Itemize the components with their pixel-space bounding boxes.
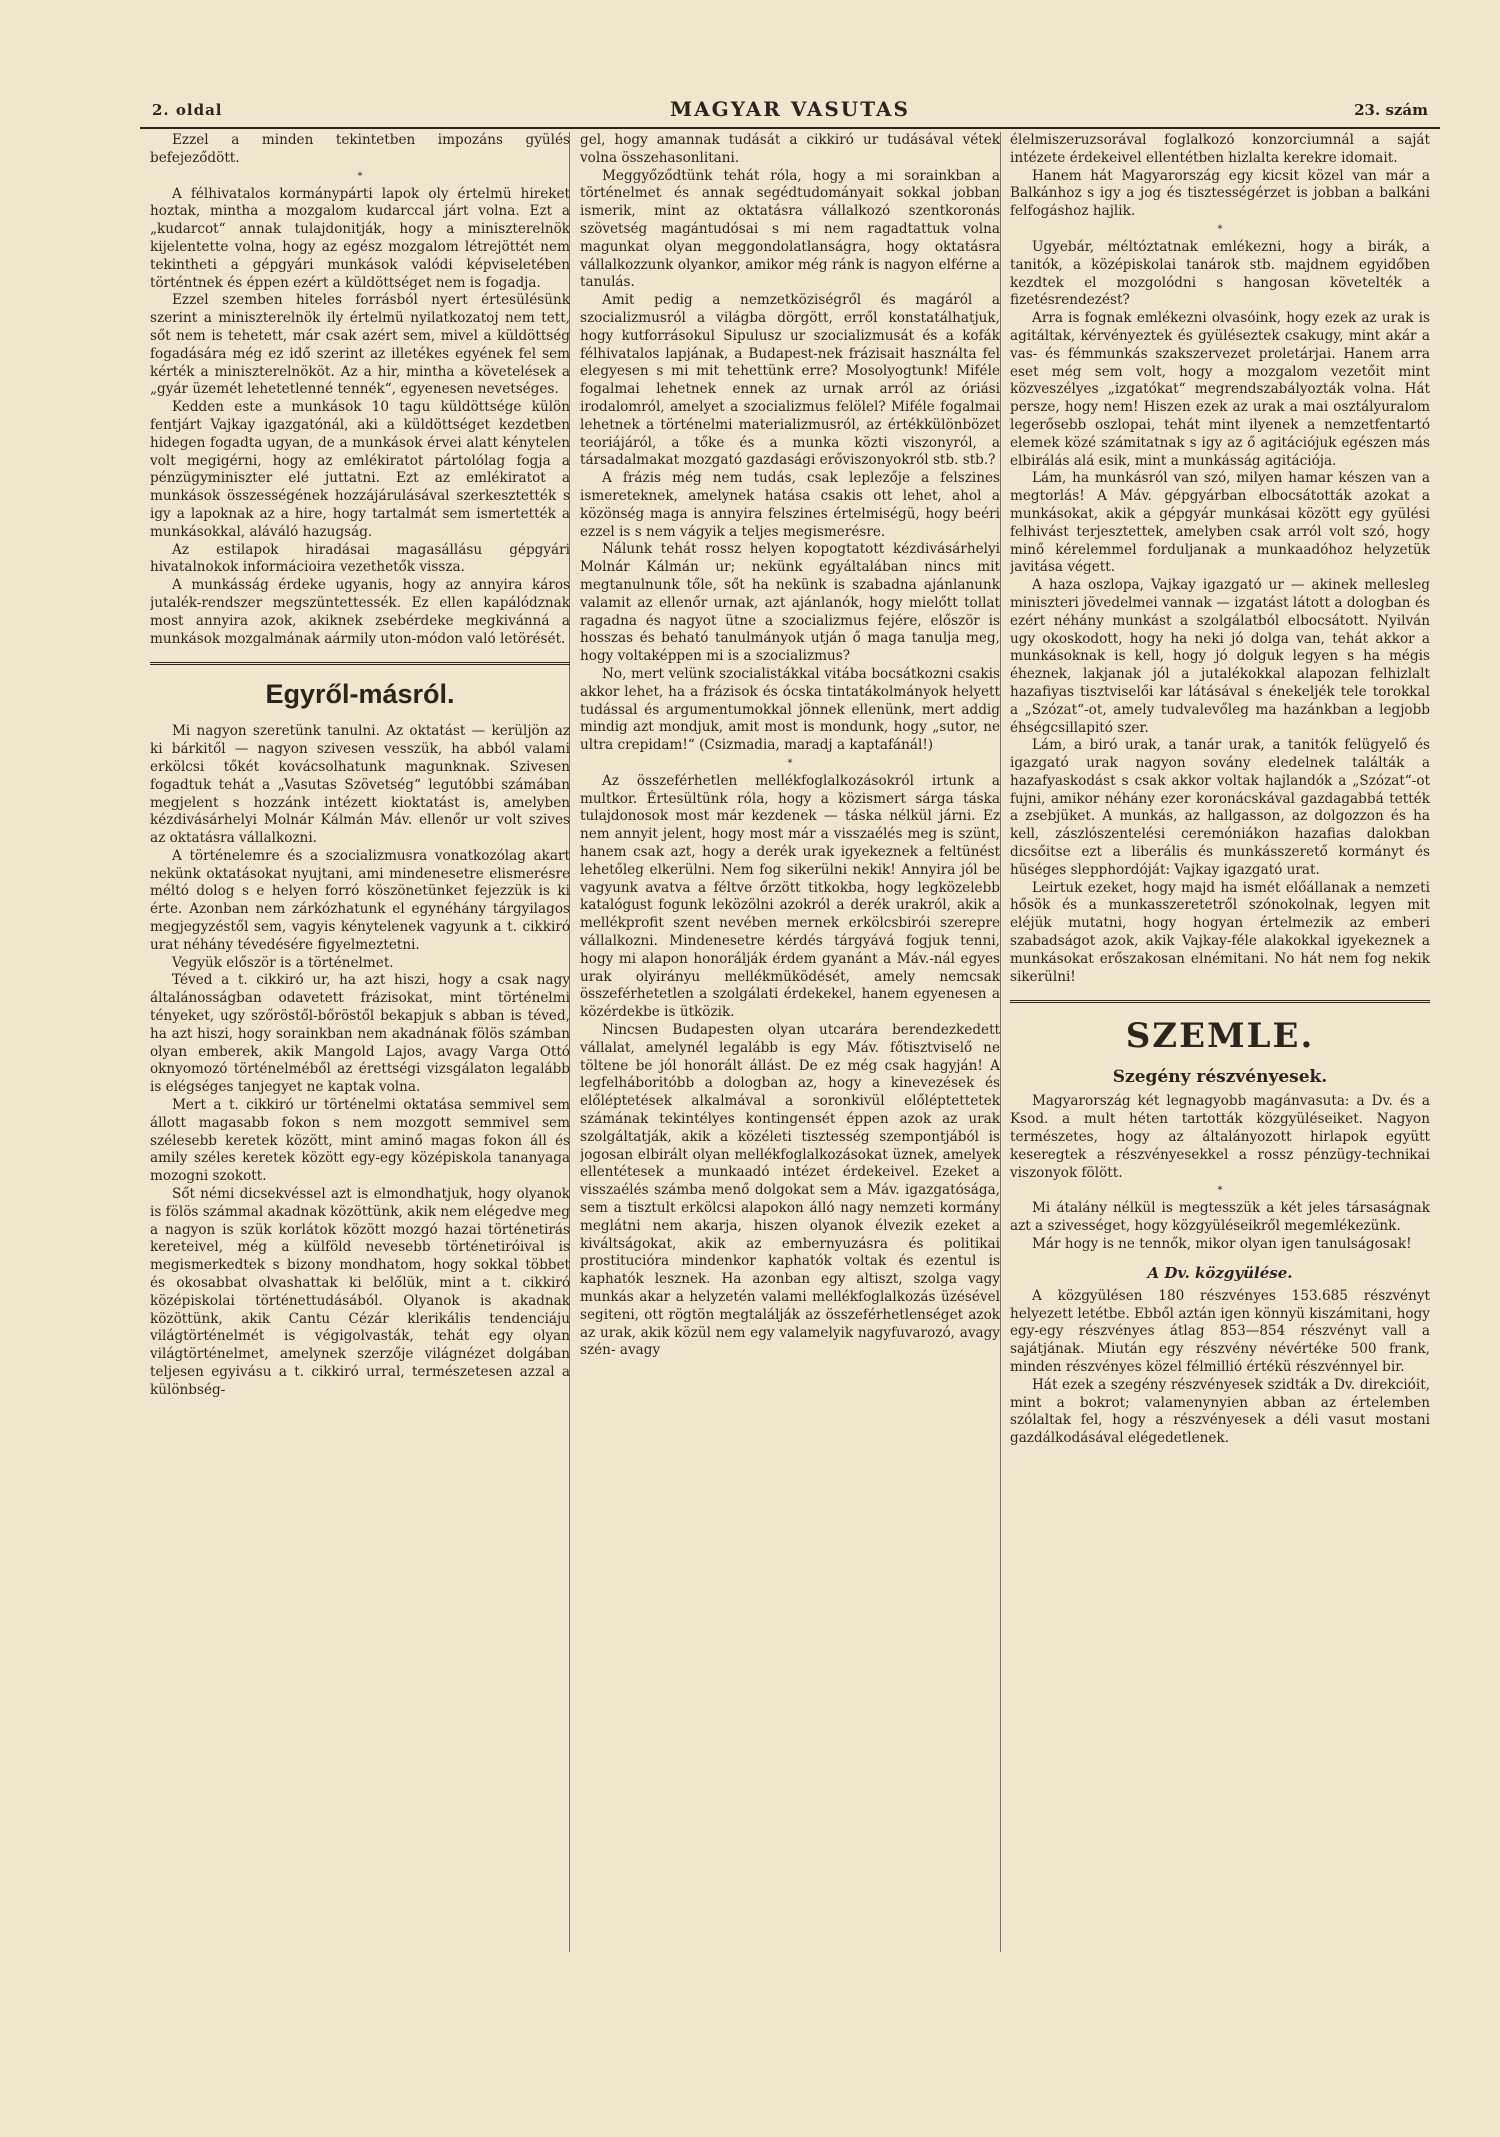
paragraph: Ugyebár, méltóztatnak emlékezni, hogy a birák, a tanitók, a középiskolai tanárok stb. majdnem egyidőben kezdtek el mozgolódni s hangosan követelték a fizetésrendezést? xyxy=(1010,238,1430,309)
paragraph: Lám, a biró urak, a tanár urak, a tanitók felügyelő és igazgató urak nagyon sovány eledelnek találták a hazafyaskodást s csak akkor voltak hajlandók a „Szózat“-ot fujni, amikor néhány ezer koronácskával gazdagabbá tették a zsebjüket. A munkás, az hallgasson, az dolgozzon és ha kell, zászlószentelési ceremóniákon hazafias dalokban dicsőitse ezt a liberális és munkásszerető kormányt és hüséges slepphordóját: Vajkay igazgató urat. xyxy=(1010,737,1430,878)
page-number: 2. oldal xyxy=(152,101,223,119)
paragraph: Leirtuk ezeket, hogy majd ha ismét előállanak a nemzeti hősök és a munkasszeretetről szónokolnak, legyen mit eléjük mutatni, hogy hogyan értelmezik az emberi szabadságot azok, akik Vajkay-féle alakokkal igyekeznek a munkásokat erőszakosan elnémitani. No hát nem fog nekik sikerülni! xyxy=(1010,879,1430,985)
paragraph: Téved a t. cikkiró ur, ha azt hiszi, hogy a csak nagy általánosságban odavetett frázisokat, mint történelmi tényeket, ugy szőröstől-bőröstől bekapjuk s abban is téved, ha azt hiszi, hogy sorainkban nem akadnának fölös számban olyan emberek, akik Mangold Lajos, avagy Varga Ottó oknyomozó történelméből az érettségi vizsgálaton legalább is elégséges tanjegyet ne kaptak volna. xyxy=(150,972,570,1096)
paragraph: Meggyőződtünk tehát róla, hogy a mi sorainkban a történelmet és annak segédtudományait sokkal jobban ismerik, mint az oktatásra vállalkozó szentkoronás szövetség magántudósai s mi nem ragadtattuk volna magunkat olyan meggondolatlanságra, hogy oktatásra vállalkozzunk olyankor, amikor még ránk is nagyon elférne a tanulás. xyxy=(580,167,1000,291)
paragraph: Magyarország két legnagyobb magánvasuta: a Dv. és a Ksod. a mult héten tartották közgyüléseiket. Nagyon természetes, hogy az általányozott hirlapok együtt keseregtek a részvényesekkel a rossz pénzügy-technikai viszonyok fölött. xyxy=(1010,1093,1430,1181)
paragraph: Az összeférhetlen mellékfoglalkozásokról irtunk a multkor. Értesültünk róla, hogy a közismert sárga táska tulajdonosok most már kezdenek — táska nélkül járni. Ez nem annyit jelent, hogy most már a visszaélés meg is szünt, hanem csak azt, hogy a derék urak igyekeznek a feltünést lehetőleg elkerülni. Nem fog sikerülni nekik! Annyira jól be vagyunk avatva a féltve őrzött titkokba, hogy legközelebb katalógust fogunk leközölni azokról a derék urakról, akik a mellékprofit szent nevében mernek erkölcsbirói szerepre vállalkozni. Mindenesetre kérdés tárgyává fogjuk tenni, hogy mi alapon honorálják érdem gyanánt a Máv.-nál egyes urak olyirányu mellékmüködését, amely nemcsak összeférhetetlen a szolgálati érdekekel, hanem egyenesen a közérdekbe is ütközik. xyxy=(580,772,1000,1021)
section-star: * xyxy=(1217,223,1223,235)
paragraph: A közgyülésen 180 részvényes 153.685 részvényt helyezett letétbe. Ebből aztán igen könnyü kiszámitani, hogy egy-egy részvényes átlag 853—854 részvényt vall a sajátjának. Miután egy részvény névértéke 500 frank, minden részvényes közel félmillió értékü részvénnyel bir. xyxy=(1010,1287,1430,1376)
paragraph: Mi átalány nélkül is megtesszük a két jeles társaságnak azt a szivességet, hogy közgyüléseikről megemlékezünk. xyxy=(1010,1200,1430,1235)
paragraph: Ezzel a minden tekintetben impozáns gyülés befejeződött. xyxy=(150,132,570,166)
paragraph: Hanem hát Magyarország egy kicsit közel van már a Balkánhoz s igy a jog és tisztességérzet is jobban a balkáni felfogáshoz hajlik. xyxy=(1010,167,1430,220)
article-title: Szegény részvényesek. xyxy=(1112,1067,1328,1088)
paragraph: A történelemre és a szocializmusra vonatkozólag akart nekünk oktatásokat nyujtani, ami mindenesetre elismerésre méltó dolog s e helyen forró köszönetünket fejezzük is ki érte. Azonban nem zárkózhatunk el egynéhány tárgyilagos megjegyzéstől sem, vagyis kénytelenek vagyunk a t. cikkiró urat néhány tévedésére figyelmeztetni. xyxy=(150,847,570,953)
paragraph: A munkásság érdeke ugyanis, hogy az annyira káros jutalék-rendszer megszüntettessék. Ez ellen kapálódznak most annyira azok, akiknek zsebérdeke megkivánná a munkások mozgalmának aármily uton-módon való letörését. xyxy=(150,577,570,647)
paragraph: gel, hogy amannak tudását a cikkiró ur tudásával vétek volna összehasonlitani. xyxy=(580,132,1000,166)
paragraph: Már hogy is ne tennők, mikor olyan igen tanulságosak! xyxy=(1032,1236,1412,1253)
section-divider xyxy=(1010,1000,1430,1003)
column-divider xyxy=(1000,132,1001,1952)
paragraph: Mert a t. cikkiró ur történelmi oktatása semmivel sem állott magasabb fokon s nem mozgott semmivel sem szélesebb keretek között, mint aminő magas fokon áll és amily széles keretek között egy-egy középiskola tananyaga mozogni szokott. xyxy=(150,1097,570,1185)
paragraph: Mi nagyon szeretünk tanulni. Az oktatást — kerüljön az ki bárkitől — nagyon szivesen vesszük, ha abból valami erkölcsi tőkét kovácsolhatunk magunknak. Szivesen fogadtuk tehát a „Vasutas Szövetség“ legutóbbi számában megjelent s hozzánk intézett kioktatást is, amelyben kézdivásárhelyi Molnár Kálmán Máv. ellenőr ur volt szives az oktatásra vállalkozni. xyxy=(150,723,570,847)
paragraph: Sőt némi dicsekvéssel azt is elmondhatjuk, hogy olyanok is fölös számmal akadnak közöttünk, akik nem elégedve meg a nagyon is szük korlátok között mozgó hazai történetirás kereteivel, még a külföld nevesebb történetiróival is megismerkedtek s bizony mondhatom, hogy sokkal többet és okosabbat olvashattak ki belőlük, mint a t. cikkiró középiskolai történettudásából. Olyanok is akadnak közöttünk, akik Cantu Cézár klerikális tendenciáju világtörténelmét is végigolvasták, tehát egy olyan világtörténelmet, amelynek szerzője világnézet dolgában teljesen egyivásu a t. cikkiró urral, természetesen azzal a különbség- xyxy=(150,1186,570,1398)
paragraph: Az estilapok hiradásai magasállásu gépgyári hivatalnokok informácioira vezethetők vissza. xyxy=(150,541,570,576)
article-subtitle: A Dv. közgyülése. xyxy=(1147,1263,1293,1282)
paragraph: A haza oszlopa, Vajkay igazgató ur — akinek mellesleg miniszteri jövedelmei vannak — izgatást látott a dologban és ezért néhány munkást a szolgálatból elbocsátott. Nyilván ugy okoskodott, hogy ha neki jó dolga van, tehát akkor a munkásoknak is kell, hogy jó dolguk legyen s ha mégis éheznek, lakjanak jól a jutalékokkal alapozan felhizlalt hazafiyas tisztviselői kar látásával s énekeljék tele torokkal a „Szózat“-ot, amely tudvalevőleg ma hazánkban a legjobb éhségcsillapitó szer. xyxy=(1010,577,1430,736)
paragraph: Arra is fognak emlékezni olvasóink, hogy ezek az urak is agitáltak, kérvényeztek és gyüléseztek csakugy, mint akár a vas- és fémmunkás szakszervezet proletárjai. Hanem arra eset még sem volt, hogy a mozgalom vezetőit mint közveszélyes „izgatókat“ megrendszabályozták volna. Hát persze, hogy nem! Hiszen ezek az urak a mai osztályuralom legerősebb oszlopai, tehát mint ilyenek a nemzetfentartó elemek közé számitatnak s igy az ő agitációjuk egészen más elbirálás alá esik, mint a munkásság agitációja. xyxy=(1010,310,1430,469)
column-1 xyxy=(150,132,570,1952)
paragraph: Ezzel szemben hiteles forrásból nyert értesülésünk szerint a miniszterelnök ily értelmü nyilatkozatoj nem tett, sőt nem is tehetett, már csak azért sem, mivel a küldöttség fogadására még ez idő szerint az illetékes egyének fel sem kérték a miniszterelnököt. Az a hir, mintha a követelések a „gyár üzemét lehetetlenné tennék“, egyenesen nevetséges. xyxy=(150,292,570,398)
issue-number: 23. szám xyxy=(1354,101,1428,119)
paragraph: Kedden este a munkások 10 tagu küldöttsége külön fentjárt Vajkay igazgatónál, aki a küldöttséget kezdetben hidegen fogadta ugyan, de a munkások érvei alatt kénytelen volt megigérni, hogy az emlékiratot pártolólag fogja a pénzügyminiszter elé juttatni. Ezt az emlékiratot a munkások összességének hozzájárulásával szerkesztették s igy a lapoknak az a hire, hogy tartalmát sem ismertették a munkásokkal, aláváló hazugság. xyxy=(150,399,570,540)
column-2 xyxy=(580,132,1000,1952)
paragraph: Nincsen Budapesten olyan utcarára berendezkedett vállalat, amelynél legalább is egy Máv. főtisztviselő ne töltene be jól honorált állást. De ez még csak hagyján! A legfelháboritóbb a dologban az, hogy a kinevezések és előléptetések alkalmával a soronkivül előléptettetek számának tekintélyes kontingensét éppen azok az urak szolgáltatják, akik a közéleti tisztesség szempontjából is jogosan elbirált olyan mellékfoglalkozásokat üznek, amelyek ellentétesek a munkaadó intézet érdekeivel. Ezeket a visszaélés számba menő dolgokat sem a Máv. igazgatósága, sem a tisztult erkölcsi alapokon álló nagy nemzeti kormány meglátni nem akarja, hiszen olyanok élvezik ezeket a kiváltságokat, akik az embernyuzásra és politikai prostitucióra mindenkor kaphatók voltak és ezentul is kaphatók lesznek. Ha azonban egy altiszt, szolga vagy munkás akar a helyzetén valami mellékfoglalkozás üzésével segiteni, ott rögtön megtalálják az összeférhetlenséget azok az urak, akik közül nem egy valamelyik nagyfuvarozó, avagy szén- avagy xyxy=(580,1022,1000,1359)
szemle-heading: SZEMLE. xyxy=(1125,1016,1315,1057)
section-star: * xyxy=(357,170,363,182)
paragraph: Amit pedig a nemzetköziségről és magáról a szocializmusról a világba dörgött, erről konstatálhatjuk, hogy kutforrásokul Sipulusz ur szocializmusát és a kofák félhivatalos lapjának, a Budapest-nek frázisait használta fel elegyesen s mi mit tehettünk erre? Mosolyogtunk! Miféle fogalmai lehetnek ennek az urnak arról az óriási irodalomról, amelyet a szocializmus felölel? Miféle fogalmai lehetnek a történelmi materializmusról, az értékkülönbözet teoriájáról, a tőke és a munka közti viszonyról, a társadalmakat mozgató gazdasági erőviszonyokról stb. stb.? xyxy=(580,292,1000,469)
newspaper-title: MAGYAR VASUTAS xyxy=(670,97,910,121)
paragraph: A frázis még nem tudás, csak leplezője a felszines ismereteknek, amelynek hatása csakis ott lehet, ahol a közönség maga is annyira felszines értelmiségü, hogy beéri ezzel is s nem vágyik a teljes megismerésre. xyxy=(580,470,1000,540)
paragraph: Hát ezek a szegény részvényesek szidták a Dv. direkcióit, mint a bokrot; valamenynyien abban az értelemben szólaltak fel, hogy a részvényesek a déli vasut mostani gazdálkodásával elégedetlenek. xyxy=(1010,1376,1430,1447)
paragraph: Nálunk tehát rossz helyen kopogtatott kézdivásárhelyi Molnár Kálmán ur; nekünk egyáltalában nincs mit megtanulnunk tőle, sőt ha nekünk is szabadna ajánlanunk valamit az ellenőr urnak, azt ajánlanók, hogy mielőtt tollat ragadna és nagyot ütne a szocializmus fejére, először is hosszas és beható tanulmányok utján ő maga tanulja meg, hogy voltaképpen mi is a szocializmus? xyxy=(580,541,1000,665)
paragraph: élelmiszeruzsorával foglalkozó konzorciumnál a saját intézete érdekeivel ellentétben hizlalta kerekre idomait. xyxy=(1010,132,1430,166)
section-star: * xyxy=(787,757,793,769)
paragraph: Vegyük először is a történelmet. xyxy=(172,954,394,971)
section-title: Egyről-másról. xyxy=(265,679,455,710)
page-header xyxy=(140,95,1440,123)
paragraph: No, mert velünk szocialistákkal vitába bocsátkozni csakis akkor lehet, ha a frázisok és ócska tintatákolmányok helyett tudással és argumentumokkal jönnek ellenünk, mert addig mindig azt mondjuk, amit most is mondunk, hogy „sutor, ne ultra crepidam!“ (Csizmadia, maradj a kaptafánál!) xyxy=(580,665,1000,754)
header-rule xyxy=(140,127,1440,129)
column-3 xyxy=(1010,132,1430,1952)
paragraph: Lám, ha munkásról van szó, milyen hamar készen van a megtorlás! A Máv. gépgyárban elbocsátották azokat a munkásokat, akik a gépgyár munkásai között egy gyülési felhivást terjesztettek, amelyben csak arról volt szó, hogy minő kérelemmel forduljanak a munkaadóhoz helyzetük javitása végett. xyxy=(1010,470,1430,576)
paragraph: A félhivatalos kormánypárti lapok oly értelmü hireket hoztak, mintha a mozgalom kudarccal járt volna. Ezt a „kudarcot“ annak tulajdonitják, hogy a miniszterelnök kijelentette volna, hogy az egész mozgalom létrejöttét nem tekintheti a gépgyári munkások valódi képviseletében történtnek és éppen ezért a küldöttséget nem is fogadja. xyxy=(150,185,570,291)
section-star: * xyxy=(1217,1185,1223,1197)
section-divider xyxy=(150,662,570,665)
